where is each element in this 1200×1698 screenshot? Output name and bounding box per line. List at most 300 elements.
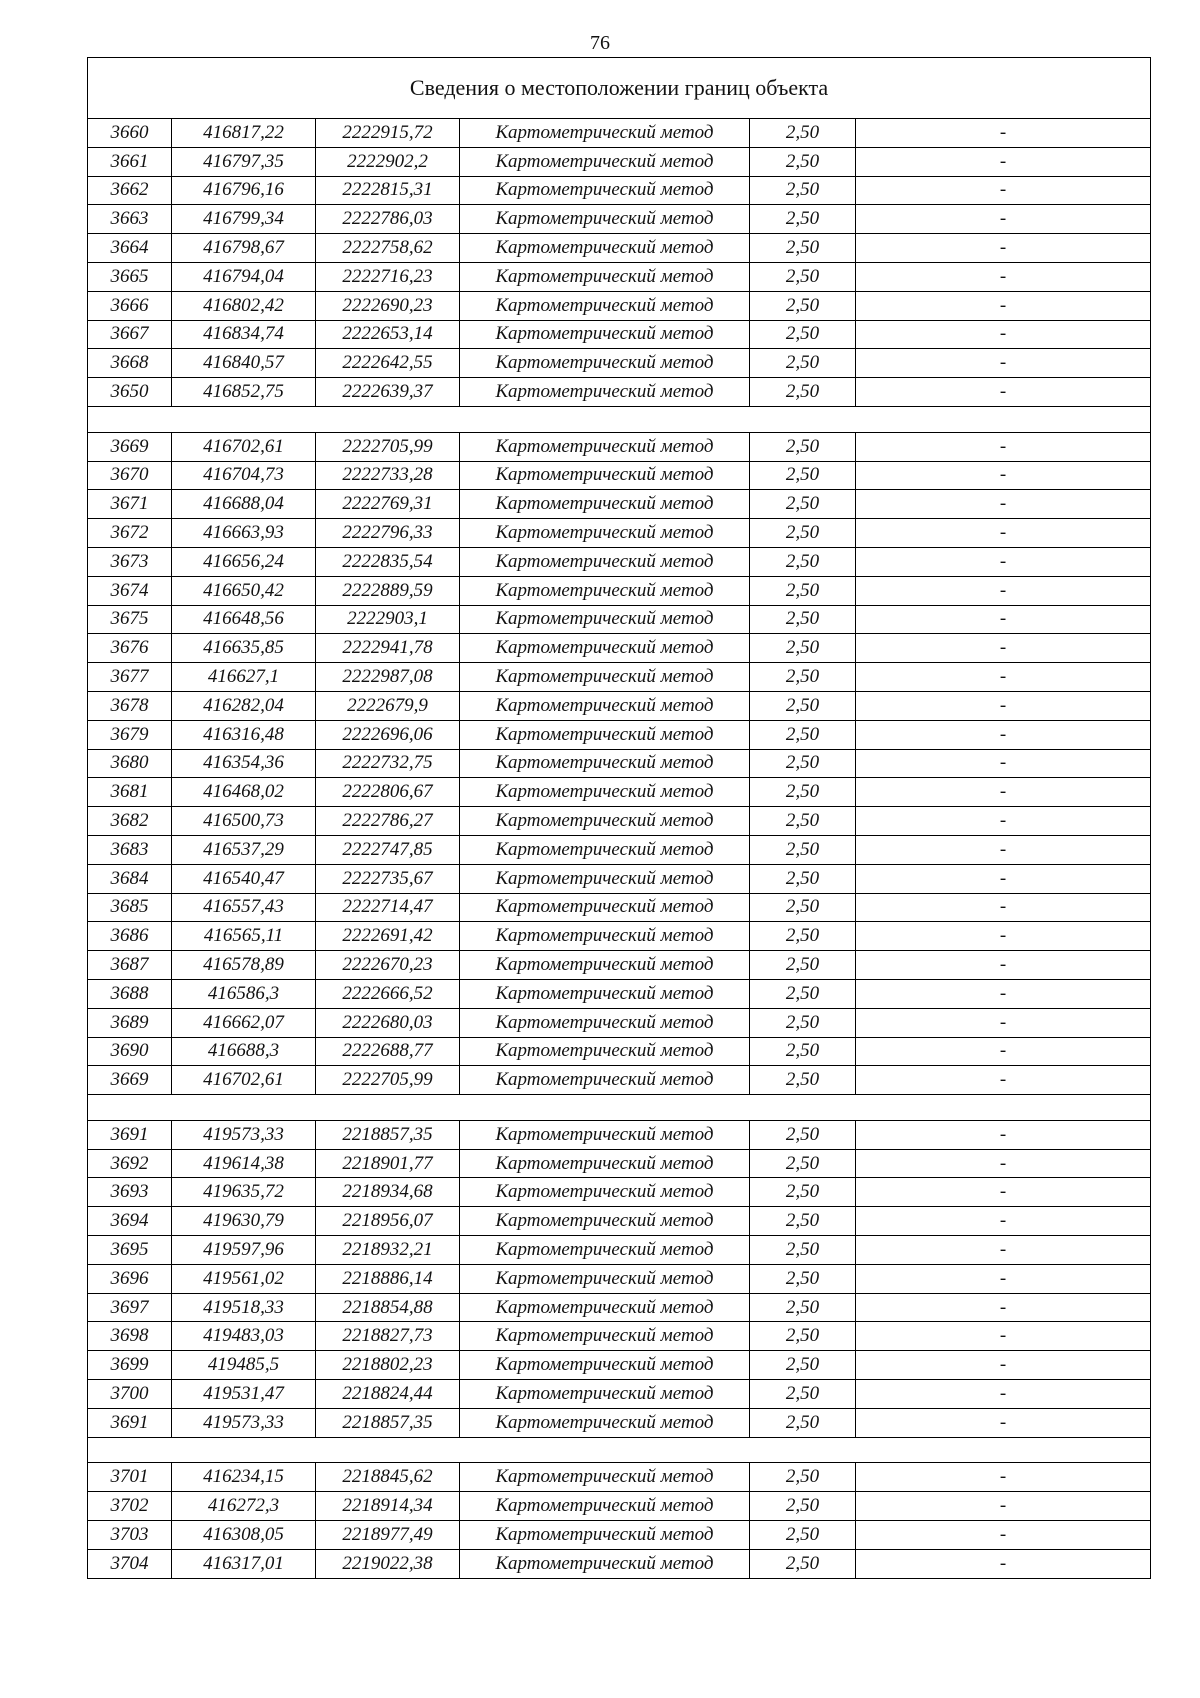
point-number-cell: 3680 — [88, 749, 172, 778]
accuracy-cell: 2,50 — [750, 378, 856, 407]
y-coordinate-cell: 2218932,21 — [316, 1236, 460, 1265]
note-cell: - — [856, 576, 1151, 605]
note-cell: - — [856, 1037, 1151, 1066]
note-cell: - — [856, 147, 1151, 176]
point-number-cell: 3683 — [88, 835, 172, 864]
table-row — [88, 519, 1151, 548]
table-row — [88, 1207, 1151, 1236]
accuracy-cell: 2,50 — [750, 1492, 856, 1521]
method-cell: Картометрический метод — [460, 951, 750, 980]
x-coordinate-cell: 416834,74 — [172, 320, 316, 349]
point-number-cell: 3669 — [88, 432, 172, 461]
x-coordinate-cell: 416317,01 — [172, 1549, 316, 1578]
table-row — [88, 893, 1151, 922]
table-row — [88, 119, 1151, 148]
table-row — [88, 1521, 1151, 1550]
y-coordinate-cell: 2222735,67 — [316, 864, 460, 893]
method-cell: Картометрический метод — [460, 461, 750, 490]
separator-cell — [88, 1095, 1151, 1121]
note-cell: - — [856, 691, 1151, 720]
method-cell: Картометрический метод — [460, 1408, 750, 1437]
table-row — [88, 1037, 1151, 1066]
x-coordinate-cell: 416802,42 — [172, 291, 316, 320]
accuracy-cell: 2,50 — [750, 720, 856, 749]
accuracy-cell: 2,50 — [750, 519, 856, 548]
x-coordinate-cell: 419630,79 — [172, 1207, 316, 1236]
accuracy-cell: 2,50 — [750, 1149, 856, 1178]
y-coordinate-cell: 2222902,2 — [316, 147, 460, 176]
note-cell: - — [856, 519, 1151, 548]
table-row — [88, 634, 1151, 663]
method-cell: Картометрический метод — [460, 519, 750, 548]
method-cell: Картометрический метод — [460, 547, 750, 576]
y-coordinate-cell: 2222815,31 — [316, 176, 460, 205]
x-coordinate-cell: 416557,43 — [172, 893, 316, 922]
point-number-cell: 3668 — [88, 349, 172, 378]
note-cell: - — [856, 1463, 1151, 1492]
note-cell: - — [856, 663, 1151, 692]
point-number-cell: 3692 — [88, 1149, 172, 1178]
method-cell: Картометрический метод — [460, 1149, 750, 1178]
method-cell: Картометрический метод — [460, 864, 750, 893]
note-cell: - — [856, 720, 1151, 749]
x-coordinate-cell: 416704,73 — [172, 461, 316, 490]
method-cell: Картометрический метод — [460, 1549, 750, 1578]
y-coordinate-cell: 2222915,72 — [316, 119, 460, 148]
method-cell: Картометрический метод — [460, 979, 750, 1008]
method-cell: Картометрический метод — [460, 1207, 750, 1236]
y-coordinate-cell: 2222806,67 — [316, 778, 460, 807]
table-row — [88, 979, 1151, 1008]
point-number-cell: 3685 — [88, 893, 172, 922]
point-number-cell: 3679 — [88, 720, 172, 749]
note-cell: - — [856, 1178, 1151, 1207]
table-row — [88, 1380, 1151, 1409]
table-row — [88, 234, 1151, 263]
accuracy-cell: 2,50 — [750, 1521, 856, 1550]
y-coordinate-cell: 2218857,35 — [316, 1408, 460, 1437]
method-cell: Картометрический метод — [460, 1178, 750, 1207]
note-cell: - — [856, 1521, 1151, 1550]
accuracy-cell: 2,50 — [750, 1066, 856, 1095]
x-coordinate-cell: 416578,89 — [172, 951, 316, 980]
accuracy-cell: 2,50 — [750, 951, 856, 980]
point-number-cell: 3688 — [88, 979, 172, 1008]
note-cell: - — [856, 807, 1151, 836]
method-cell: Картометрический метод — [460, 234, 750, 263]
table-row — [88, 378, 1151, 407]
method-cell: Картометрический метод — [460, 634, 750, 663]
method-cell: Картометрический метод — [460, 378, 750, 407]
point-number-cell: 3689 — [88, 1008, 172, 1037]
x-coordinate-cell: 419573,33 — [172, 1120, 316, 1149]
note-cell: - — [856, 262, 1151, 291]
accuracy-cell: 2,50 — [750, 864, 856, 893]
x-coordinate-cell: 416798,67 — [172, 234, 316, 263]
point-number-cell: 3695 — [88, 1236, 172, 1265]
x-coordinate-cell: 416308,05 — [172, 1521, 316, 1550]
x-coordinate-cell: 416500,73 — [172, 807, 316, 836]
accuracy-cell: 2,50 — [750, 749, 856, 778]
note-cell: - — [856, 1207, 1151, 1236]
y-coordinate-cell: 2222679,9 — [316, 691, 460, 720]
method-cell: Картометрический метод — [460, 1492, 750, 1521]
method-cell: Картометрический метод — [460, 1293, 750, 1322]
method-cell: Картометрический метод — [460, 176, 750, 205]
note-cell: - — [856, 979, 1151, 1008]
point-number-cell: 3697 — [88, 1293, 172, 1322]
point-number-cell: 3687 — [88, 951, 172, 980]
point-number-cell: 3681 — [88, 778, 172, 807]
y-coordinate-cell: 2222747,85 — [316, 835, 460, 864]
y-coordinate-cell: 2218914,34 — [316, 1492, 460, 1521]
point-number-cell: 3666 — [88, 291, 172, 320]
accuracy-cell: 2,50 — [750, 1322, 856, 1351]
accuracy-cell: 2,50 — [750, 1463, 856, 1492]
accuracy-cell: 2,50 — [750, 461, 856, 490]
method-cell: Картометрический метод — [460, 262, 750, 291]
table-row — [88, 720, 1151, 749]
table-row — [88, 1492, 1151, 1521]
accuracy-cell: 2,50 — [750, 1264, 856, 1293]
y-coordinate-cell: 2222642,55 — [316, 349, 460, 378]
y-coordinate-cell: 2222705,99 — [316, 1066, 460, 1095]
x-coordinate-cell: 416797,35 — [172, 147, 316, 176]
table-row — [88, 1264, 1151, 1293]
method-cell: Картометрический метод — [460, 320, 750, 349]
y-coordinate-cell: 2222690,23 — [316, 291, 460, 320]
method-cell: Картометрический метод — [460, 119, 750, 148]
method-cell: Картометрический метод — [460, 749, 750, 778]
x-coordinate-cell: 416565,11 — [172, 922, 316, 951]
x-coordinate-cell: 419485,5 — [172, 1351, 316, 1380]
y-coordinate-cell: 2222716,23 — [316, 262, 460, 291]
y-coordinate-cell: 2218802,23 — [316, 1351, 460, 1380]
point-number-cell: 3662 — [88, 176, 172, 205]
y-coordinate-cell: 2218956,07 — [316, 1207, 460, 1236]
y-coordinate-cell: 2222705,99 — [316, 432, 460, 461]
method-cell: Картометрический метод — [460, 778, 750, 807]
accuracy-cell: 2,50 — [750, 320, 856, 349]
x-coordinate-cell: 419518,33 — [172, 1293, 316, 1322]
y-coordinate-cell: 2222796,33 — [316, 519, 460, 548]
table-row — [88, 807, 1151, 836]
note-cell: - — [856, 1008, 1151, 1037]
method-cell: Картометрический метод — [460, 1008, 750, 1037]
point-number-cell: 3693 — [88, 1178, 172, 1207]
point-number-cell: 3664 — [88, 234, 172, 263]
point-number-cell: 3660 — [88, 119, 172, 148]
accuracy-cell: 2,50 — [750, 663, 856, 692]
table-row — [88, 749, 1151, 778]
point-number-cell: 3650 — [88, 378, 172, 407]
note-cell: - — [856, 490, 1151, 519]
point-number-cell: 3672 — [88, 519, 172, 548]
y-coordinate-cell: 2222670,23 — [316, 951, 460, 980]
point-number-cell: 3691 — [88, 1120, 172, 1149]
method-cell: Картометрический метод — [460, 807, 750, 836]
note-cell: - — [856, 749, 1151, 778]
y-coordinate-cell: 2222714,47 — [316, 893, 460, 922]
point-number-cell: 3671 — [88, 490, 172, 519]
method-cell: Картометрический метод — [460, 147, 750, 176]
y-coordinate-cell: 2222987,08 — [316, 663, 460, 692]
boundary-coordinates-table — [87, 57, 1151, 1579]
method-cell: Картометрический метод — [460, 205, 750, 234]
x-coordinate-cell: 416852,75 — [172, 378, 316, 407]
accuracy-cell: 2,50 — [750, 1293, 856, 1322]
page-number: 76 — [590, 32, 610, 54]
note-cell: - — [856, 864, 1151, 893]
x-coordinate-cell: 416537,29 — [172, 835, 316, 864]
table-row — [88, 1066, 1151, 1095]
accuracy-cell: 2,50 — [750, 234, 856, 263]
x-coordinate-cell: 416648,56 — [172, 605, 316, 634]
accuracy-cell: 2,50 — [750, 605, 856, 634]
note-cell: - — [856, 234, 1151, 263]
note-cell: - — [856, 1293, 1151, 1322]
accuracy-cell: 2,50 — [750, 147, 856, 176]
y-coordinate-cell: 2222653,14 — [316, 320, 460, 349]
note-cell: - — [856, 1380, 1151, 1409]
point-number-cell: 3674 — [88, 576, 172, 605]
y-coordinate-cell: 2222835,54 — [316, 547, 460, 576]
accuracy-cell: 2,50 — [750, 349, 856, 378]
y-coordinate-cell: 2222786,27 — [316, 807, 460, 836]
point-number-cell: 3699 — [88, 1351, 172, 1380]
x-coordinate-cell: 416702,61 — [172, 432, 316, 461]
point-number-cell: 3698 — [88, 1322, 172, 1351]
table-row — [88, 1322, 1151, 1351]
method-cell: Картометрический метод — [460, 1236, 750, 1265]
table-row — [88, 490, 1151, 519]
point-number-cell: 3669 — [88, 1066, 172, 1095]
y-coordinate-cell: 2222691,42 — [316, 922, 460, 951]
method-cell: Картометрический метод — [460, 576, 750, 605]
x-coordinate-cell: 416316,48 — [172, 720, 316, 749]
method-cell: Картометрический метод — [460, 893, 750, 922]
note-cell: - — [856, 1120, 1151, 1149]
table-row — [88, 1293, 1151, 1322]
y-coordinate-cell: 2222903,1 — [316, 605, 460, 634]
x-coordinate-cell: 416656,24 — [172, 547, 316, 576]
x-coordinate-cell: 416234,15 — [172, 1463, 316, 1492]
table-row — [88, 291, 1151, 320]
point-number-cell: 3684 — [88, 864, 172, 893]
point-number-cell: 3667 — [88, 320, 172, 349]
accuracy-cell: 2,50 — [750, 1037, 856, 1066]
x-coordinate-cell: 419635,72 — [172, 1178, 316, 1207]
x-coordinate-cell: 416688,3 — [172, 1037, 316, 1066]
method-cell: Картометрический метод — [460, 835, 750, 864]
accuracy-cell: 2,50 — [750, 979, 856, 1008]
accuracy-cell: 2,50 — [750, 1236, 856, 1265]
x-coordinate-cell: 416282,04 — [172, 691, 316, 720]
note-cell: - — [856, 1236, 1151, 1265]
accuracy-cell: 2,50 — [750, 1120, 856, 1149]
method-cell: Картометрический метод — [460, 432, 750, 461]
y-coordinate-cell: 2222733,28 — [316, 461, 460, 490]
method-cell: Картометрический метод — [460, 1351, 750, 1380]
accuracy-cell: 2,50 — [750, 835, 856, 864]
y-coordinate-cell: 2222680,03 — [316, 1008, 460, 1037]
note-cell: - — [856, 605, 1151, 634]
y-coordinate-cell: 2219022,38 — [316, 1549, 460, 1578]
y-coordinate-cell: 2218857,35 — [316, 1120, 460, 1149]
separator-cell — [88, 1437, 1151, 1463]
method-cell: Картометрический метод — [460, 1521, 750, 1550]
table-row — [88, 147, 1151, 176]
table-row — [88, 262, 1151, 291]
method-cell: Картометрический метод — [460, 922, 750, 951]
note-cell: - — [856, 205, 1151, 234]
y-coordinate-cell: 2218827,73 — [316, 1322, 460, 1351]
point-number-cell: 3673 — [88, 547, 172, 576]
note-cell: - — [856, 291, 1151, 320]
point-number-cell: 3678 — [88, 691, 172, 720]
accuracy-cell: 2,50 — [750, 547, 856, 576]
note-cell: - — [856, 951, 1151, 980]
point-number-cell: 3700 — [88, 1380, 172, 1409]
y-coordinate-cell: 2222639,37 — [316, 378, 460, 407]
x-coordinate-cell: 416468,02 — [172, 778, 316, 807]
method-cell: Картометрический метод — [460, 1322, 750, 1351]
note-cell: - — [856, 835, 1151, 864]
x-coordinate-cell: 416627,1 — [172, 663, 316, 692]
method-cell: Картометрический метод — [460, 691, 750, 720]
note-cell: - — [856, 778, 1151, 807]
accuracy-cell: 2,50 — [750, 576, 856, 605]
table-row — [88, 349, 1151, 378]
table-row — [88, 1178, 1151, 1207]
x-coordinate-cell: 416799,34 — [172, 205, 316, 234]
table-row — [88, 605, 1151, 634]
note-cell: - — [856, 349, 1151, 378]
note-cell: - — [856, 1322, 1151, 1351]
table-row — [88, 1549, 1151, 1578]
note-cell: - — [856, 634, 1151, 663]
method-cell: Картометрический метод — [460, 1380, 750, 1409]
point-number-cell: 3703 — [88, 1521, 172, 1550]
y-coordinate-cell: 2218901,77 — [316, 1149, 460, 1178]
point-number-cell: 3676 — [88, 634, 172, 663]
x-coordinate-cell: 416817,22 — [172, 119, 316, 148]
contour-separator-row — [88, 1437, 1151, 1463]
y-coordinate-cell: 2218934,68 — [316, 1178, 460, 1207]
y-coordinate-cell: 2222786,03 — [316, 205, 460, 234]
point-number-cell: 3696 — [88, 1264, 172, 1293]
accuracy-cell: 2,50 — [750, 432, 856, 461]
accuracy-cell: 2,50 — [750, 634, 856, 663]
table-row — [88, 1008, 1151, 1037]
point-number-cell: 3691 — [88, 1408, 172, 1437]
x-coordinate-cell: 416635,85 — [172, 634, 316, 663]
accuracy-cell: 2,50 — [750, 691, 856, 720]
table-row — [88, 864, 1151, 893]
x-coordinate-cell: 416272,3 — [172, 1492, 316, 1521]
x-coordinate-cell: 419483,03 — [172, 1322, 316, 1351]
table-row — [88, 547, 1151, 576]
point-number-cell: 3670 — [88, 461, 172, 490]
point-number-cell: 3694 — [88, 1207, 172, 1236]
table-row — [88, 951, 1151, 980]
method-cell: Картометрический метод — [460, 720, 750, 749]
accuracy-cell: 2,50 — [750, 807, 856, 836]
accuracy-cell: 2,50 — [750, 1408, 856, 1437]
method-cell: Картометрический метод — [460, 349, 750, 378]
method-cell: Картометрический метод — [460, 1463, 750, 1492]
table-row — [88, 922, 1151, 951]
point-number-cell: 3665 — [88, 262, 172, 291]
method-cell: Картометрический метод — [460, 1264, 750, 1293]
method-cell: Картометрический метод — [460, 291, 750, 320]
point-number-cell: 3701 — [88, 1463, 172, 1492]
accuracy-cell: 2,50 — [750, 205, 856, 234]
y-coordinate-cell: 2222666,52 — [316, 979, 460, 1008]
point-number-cell: 3686 — [88, 922, 172, 951]
accuracy-cell: 2,50 — [750, 778, 856, 807]
y-coordinate-cell: 2218886,14 — [316, 1264, 460, 1293]
accuracy-cell: 2,50 — [750, 1549, 856, 1578]
point-number-cell: 3675 — [88, 605, 172, 634]
note-cell: - — [856, 1492, 1151, 1521]
table-row — [88, 205, 1151, 234]
x-coordinate-cell: 419531,47 — [172, 1380, 316, 1409]
table-title: Сведения о местоположении границ объекта — [88, 58, 1151, 119]
table-row — [88, 1236, 1151, 1265]
note-cell: - — [856, 432, 1151, 461]
accuracy-cell: 2,50 — [750, 176, 856, 205]
accuracy-cell: 2,50 — [750, 1380, 856, 1409]
point-number-cell: 3682 — [88, 807, 172, 836]
point-number-cell: 3702 — [88, 1492, 172, 1521]
table-row — [88, 1408, 1151, 1437]
table-row — [88, 1351, 1151, 1380]
note-cell: - — [856, 176, 1151, 205]
table-row — [88, 1463, 1151, 1492]
table-row — [88, 1149, 1151, 1178]
y-coordinate-cell: 2218824,44 — [316, 1380, 460, 1409]
point-number-cell: 3690 — [88, 1037, 172, 1066]
accuracy-cell: 2,50 — [750, 490, 856, 519]
table-row — [88, 691, 1151, 720]
note-cell: - — [856, 119, 1151, 148]
x-coordinate-cell: 416650,42 — [172, 576, 316, 605]
note-cell: - — [856, 1549, 1151, 1578]
note-cell: - — [856, 1408, 1151, 1437]
y-coordinate-cell: 2222769,31 — [316, 490, 460, 519]
x-coordinate-cell: 416702,61 — [172, 1066, 316, 1095]
table-row — [88, 432, 1151, 461]
x-coordinate-cell: 419614,38 — [172, 1149, 316, 1178]
method-cell: Картометрический метод — [460, 663, 750, 692]
note-cell: - — [856, 320, 1151, 349]
note-cell: - — [856, 893, 1151, 922]
table-row — [88, 663, 1151, 692]
y-coordinate-cell: 2222889,59 — [316, 576, 460, 605]
point-number-cell: 3663 — [88, 205, 172, 234]
note-cell: - — [856, 461, 1151, 490]
method-cell: Картометрический метод — [460, 1066, 750, 1095]
x-coordinate-cell: 419561,02 — [172, 1264, 316, 1293]
note-cell: - — [856, 547, 1151, 576]
x-coordinate-cell: 416840,57 — [172, 349, 316, 378]
method-cell: Картометрический метод — [460, 605, 750, 634]
contour-separator-row — [88, 406, 1151, 432]
note-cell: - — [856, 1351, 1151, 1380]
accuracy-cell: 2,50 — [750, 1008, 856, 1037]
point-number-cell: 3661 — [88, 147, 172, 176]
